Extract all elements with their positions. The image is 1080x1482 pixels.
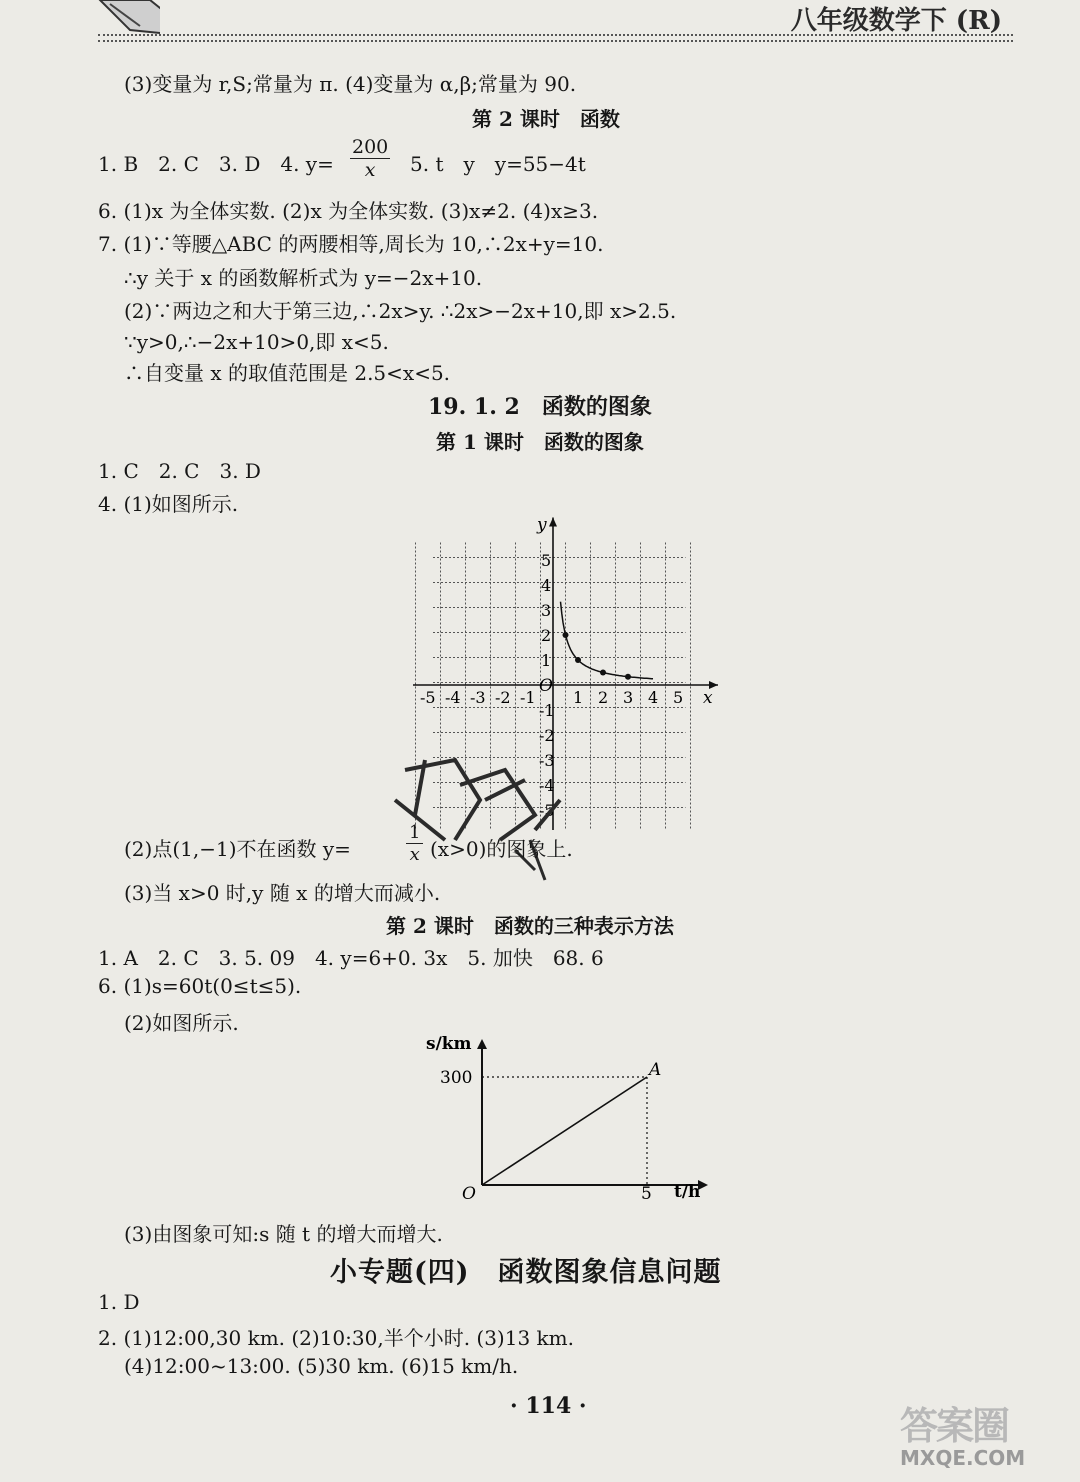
answer-text: 5. t y y=55−4t [410, 152, 586, 176]
x-tick-label: 5 [641, 1184, 652, 1204]
y-tick-label: 1 [541, 651, 552, 670]
x-axis-label: t/h [674, 1182, 701, 1202]
answer-line: 6. (1)x 为全体实数. (2)x 为全体实数. (3)x≠2. (4)x≥3. [98, 199, 599, 223]
y-tick-label: -5 [539, 801, 555, 820]
answer-line [98, 148, 334, 177]
x-tick-label: 4 [648, 688, 659, 707]
fraction-denominator: x [409, 844, 420, 865]
answer-line: (4)12:00~13:00. (5)30 km. (6)15 km/h. [124, 1354, 519, 1378]
header-rule-top [98, 34, 1013, 36]
y-axis-label: s/km [426, 1035, 472, 1054]
section-heading: 第 2 课时 函数 [472, 107, 620, 131]
answer-line: ∴y 关于 x 的函数解析式为 y=−2x+10. [124, 266, 483, 290]
handwritten-scribble [385, 740, 605, 900]
y-axis-arrow-icon [549, 518, 557, 527]
book-title: 八年级数学下 (R) [790, 6, 1002, 36]
y-tick-label: 3 [541, 601, 552, 620]
origin-label: O [539, 676, 553, 696]
answer-line: 1. C 2. C 3. D [98, 459, 261, 483]
section-heading: 第 2 课时 函数的三种表示方法 [386, 914, 674, 938]
answer-line: 4. (1)如图所示. [98, 492, 239, 516]
answer-line: (2)如图所示. [124, 1011, 239, 1035]
watermark-glyph-icon: 答案圈 [900, 1404, 1009, 1448]
x-tick-label: 2 [598, 688, 609, 707]
y-tick-label: -4 [539, 776, 555, 795]
answer-line: 2. (1)12:00,30 km. (2)10:30,半个小时. (3)13 km. [98, 1326, 574, 1350]
watermark-text: MXQE.COM [900, 1446, 1026, 1470]
header-rule-bottom [98, 40, 1013, 42]
answer-text: 1. B 2. C 3. D 4. y= [98, 152, 334, 176]
x-tick-label: 3 [623, 688, 634, 707]
answer-line: (3)变量为 r,S;常量为 π. (4)变量为 α,β;常量为 90. [124, 72, 577, 96]
book-logo-icon [0, 0, 160, 44]
x-tick-label: -3 [470, 688, 486, 707]
answer-line: 6. (1)s=60t(0≤t≤5). [98, 974, 302, 998]
data-point [563, 632, 569, 638]
y-tick-label: 5 [541, 551, 552, 570]
y-tick-label: 300 [440, 1068, 473, 1088]
x-tick-label: -2 [495, 688, 511, 707]
watermark-logo [900, 1395, 1070, 1475]
answer-line: (3)当 x>0 时,y 随 x 的增大而减小. [124, 881, 441, 905]
answer-line: 1. A 2. C 3. 5. 09 4. y=6+0. 3x 5. 加快 68. 6 [98, 946, 604, 970]
x-axis-label: x [703, 688, 713, 708]
distance-line [482, 1077, 647, 1185]
origin-label: O [462, 1184, 476, 1204]
y-axis-label: y [537, 515, 547, 535]
section-heading: 第 1 课时 函数的图象 [436, 430, 644, 454]
y-tick-label: -3 [539, 751, 555, 770]
x-tick-label: -1 [520, 688, 536, 707]
data-point [575, 657, 581, 663]
answer-text: (x>0)的图象上. [430, 837, 573, 861]
x-tick-label: 1 [573, 688, 584, 707]
y-tick-label: -2 [539, 726, 555, 745]
fraction-numerator: 1 [406, 822, 423, 844]
x-tick-label: -5 [420, 688, 436, 707]
page-number: · 114 · [510, 1393, 587, 1419]
y-tick-label: -1 [539, 701, 555, 720]
section-heading: 小专题(四) 函数图象信息问题 [330, 1257, 722, 1288]
answer-line: ∴自变量 x 的取值范围是 2.5<x<5. [124, 361, 451, 385]
y-tick-label: 2 [541, 626, 552, 645]
graph-distance-time-plot [426, 1035, 708, 1204]
answer-line: 7. (1)∵等腰△ABC 的两腰相等,周长为 10,∴2x+y=10. [98, 232, 604, 256]
answer-line: (2)点(1,−1)不在函数 y= [124, 837, 351, 861]
page-header [0, 0, 1080, 44]
x-tick-label: 5 [673, 688, 684, 707]
reciprocal-curve [561, 602, 654, 679]
data-point [600, 670, 606, 676]
answer-line: (3)由图象可知:s 随 t 的增大而增大. [124, 1222, 443, 1246]
data-point [625, 674, 631, 680]
answer-line: ∵y>0,∴−2x+10>0,即 x<5. [124, 330, 389, 354]
x-tick-label: -4 [445, 688, 461, 707]
fraction-1-over-x [406, 822, 423, 865]
fraction-denominator: x [364, 159, 376, 181]
answer-line: (2)∵两边之和大于第三边,∴2x>y. ∴2x>−2x+10,即 x>2.5. [124, 299, 677, 323]
page-number-text: 114 [525, 1393, 572, 1419]
fraction-200-over-x [350, 136, 390, 181]
point-label: A [649, 1060, 662, 1080]
y-axis-arrow-icon [477, 1039, 487, 1049]
graph-distance-time [420, 1035, 710, 1210]
y-tick-label: 4 [541, 576, 552, 595]
section-heading: 19. 1. 2 函数的图象 [428, 394, 652, 420]
fraction-numerator: 200 [352, 136, 389, 158]
answer-line: 1. D [98, 1290, 140, 1314]
